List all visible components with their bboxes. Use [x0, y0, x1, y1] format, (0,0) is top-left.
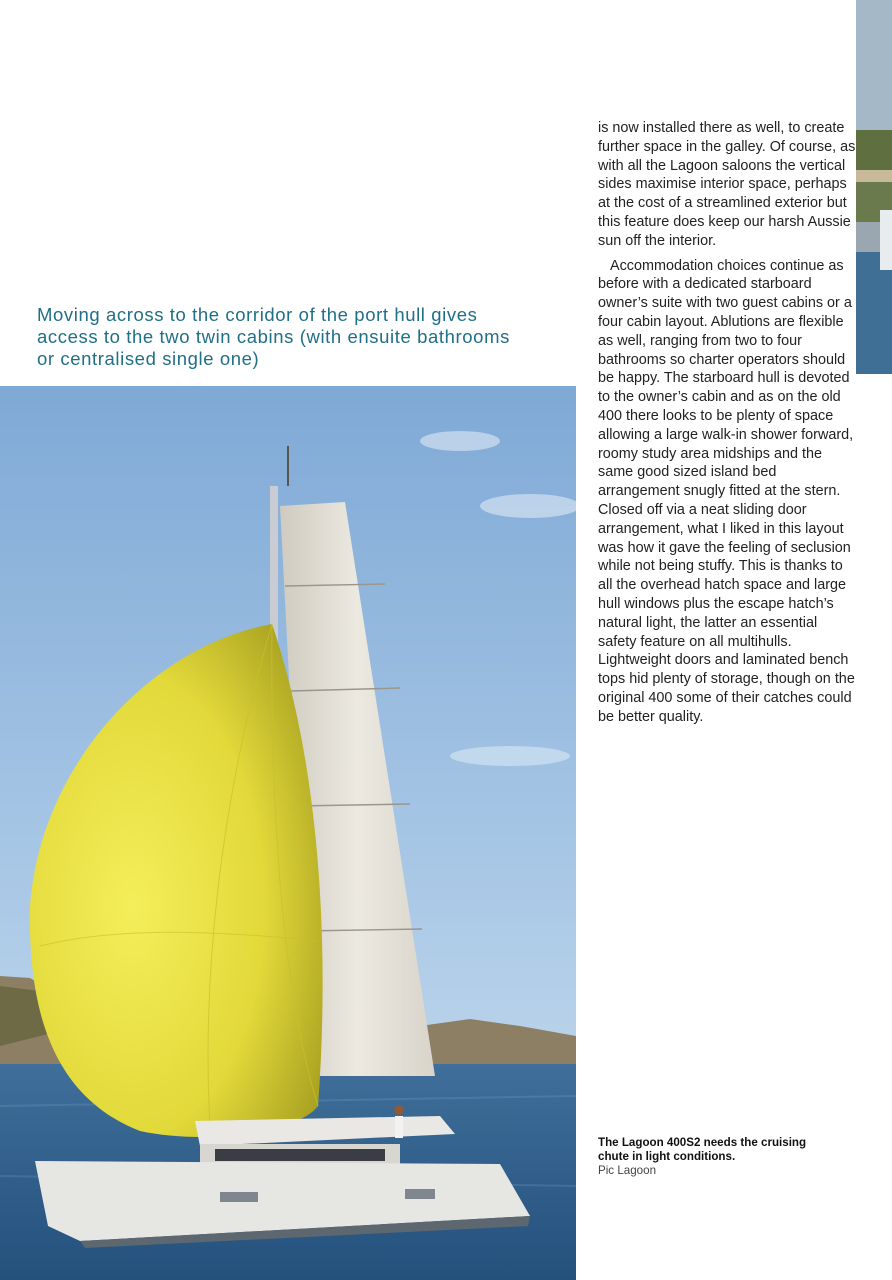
body-paragraph-1: is now installed there as well, to create further space in the galley. Of course, as with all the Lagoon saloons the vertical sides maximise interior space, perhaps at the cost of a streamlined exterior but this feature does keep our harsh Aussie sun off the interior.: [598, 120, 856, 249]
pull-quote: Moving across to the corridor of the port hull gives access to the two twin cabins (with ensuite bathrooms or centralised single one): [37, 304, 510, 369]
edge-photo: [856, 0, 892, 374]
catamaran-photo: [0, 386, 576, 1280]
photo-caption: [598, 1136, 808, 1178]
body-paragraph-2: Accommodation choices continue as before with a dedicated starboard owner’s suite with two guest cabins or a four cabin layout. Ablutions are flexible as well, ranging from two to four bathrooms so charter operators should be happy. The starboard hull is devoted to the owner’s cabin and as on the old 400 there looks to be plenty of space allowing a large walk-in shower forward, roomy study area midships and the same good sized island bed arrangement snugly fitted at the stern. Closed off via a neat sliding door arrangement, what I liked in this layout was how it gave the feeling of seclusion while not being stuffy. This is thanks to all the overhead hatch space and large hull windows plus the escape hatch’s natural light, the latter an essential safety feature on all multihulls. Lightweight doors and laminated bench tops hid plenty of storage, though on the original 400 some of their catches could be better quality.: [598, 257, 855, 725]
caption-credit: Pic Lagoon: [598, 1164, 657, 1177]
caption-text: The Lagoon 400S2 needs the cruising chute in light conditions.: [598, 1136, 807, 1163]
article-body: [598, 119, 856, 733]
